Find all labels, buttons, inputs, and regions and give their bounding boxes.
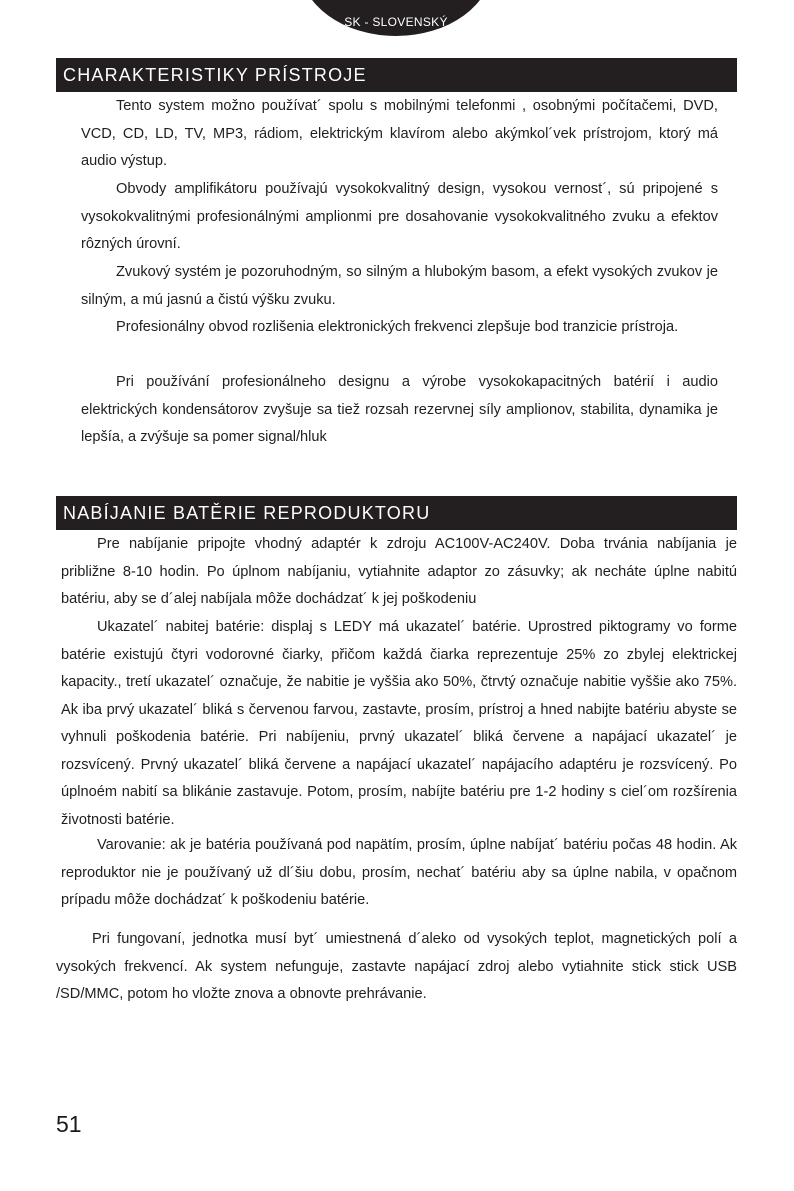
language-tab-label: SK - SLOVENSKÝ: [344, 15, 448, 29]
page-number: 51: [56, 1111, 82, 1137]
charging-warning-paragraph: Varovanie: ak je batéria používaná pod napätím, prosím, úplne nabíjat´ batériu počas 48 hodin. Ak reproduktor nie je používaný už dl´šiu dobu, prosím, nechat´ batériu aby sa úplne nabila, v opačnom prípadu môže dochádzat´ k poškodeniu batérie.: [61, 837, 737, 908]
section-title-battery-charging: NABÍJANIE BATĚRIE REPRODUKTORU: [56, 496, 737, 530]
section-title-characteristics: CHARAKTERISTIKY PRÍSTROJE: [56, 58, 737, 92]
charging-paragraph-2: Ukazatel´ nabitej batérie: displaj s LEDY má ukazatel´ batérie. Uprostred piktogramy vo forme batérie existujú čtyri vodorovné čiarky, přičom každá čiarka reprezentuje 25% zo zbylej elektrickej kapacity., tretí ukazatel´ označuje, že nabitie je vyššia ako 50%, čtrvtý označuje nabitie vyššie ako 75%. Ak iba prvý ukazatel´ bliká s červenou farvou, zastavte, prosím, prístroj a hned nabijte batériu abyste se vyhnuli poškodenia batérie. Pri nabíjeniu, prvný ukazatel´ bliká červene a napájací ukazatel´ je rozsvícený. Prvný ukazatel´ bliká červene a napájací ukazatel´ napájacího adaptéru je rozsvícený. Po úplnoém nabití sa blikánie zastavuje. Potom, prosím, nabíjte batériu pre 1-2 hodiny s ciel´om rozšírenia životnosti batérie.: [61, 619, 737, 828]
characteristics-paragraph-3: Zvukový systém je pozoruhodným, so silným a hlubokým basom, a efekt vysokých zvukov je silným, a mú jasnú a čistú výšku zvuku.: [81, 264, 718, 308]
characteristics-paragraph-5: Pri používání profesionálneho designu a výrobe vysokokapacitných batérií i audio elektrických kondensátorov zvyšuje sa tiež rozsah rezervnej síly amplionov, stabilita, dynamika je lepšía, a zvýšuje sa pomer signal/hluk: [81, 374, 718, 445]
operation-paragraph: Pri fungovaní, jednotka musí byt´ umiestnená d´aleko od vysokých teplot, magnetických polí a vysokých frekvencí. Ak system nefunguje, zastavte napájací zdroj alebo vytiahnite stick stick USB /SD/MMC, potom ho vložte znova a obnovte prehrávanie.: [56, 931, 737, 1002]
characteristics-paragraph-1: Tento system možno používat´ spolu s mobilnými telefonmi , osobnými počítačemi, DVD, VCD, CD, LD, TV, MP3, rádiom, elektrickým klavírom alebo akýmkol´vek prístrojom, ktorý má audio výstup.: [81, 98, 718, 169]
characteristics-paragraph-2: Obvody amplifikátoru používajú vysokokvalitný design, vysokou vernost´, sú pripojené s vysokokvalitnými profesionálnými amplionmi pre dosahovanie vysokokvalitného zvuku a efektov rôzných úrovní.: [81, 181, 718, 252]
charging-paragraph-1: Pre nabíjanie pripojte vhodný adaptér k zdroju AC100V-AC240V. Doba trvánia nabíjania je približne 8-10 hodin. Po úplnom nabíjaniu, vytiahnite adaptor zo zásuvky; ak necháte úplne nabitú batériu, aby se d´alej nabíjala môže dochádzat´ k jej poškodeniu: [61, 536, 737, 607]
characteristics-paragraph-4: Profesionálny obvod rozlišenia elektronických frekvenci zlepšuje bod tranzicie prístroja.: [116, 319, 679, 335]
